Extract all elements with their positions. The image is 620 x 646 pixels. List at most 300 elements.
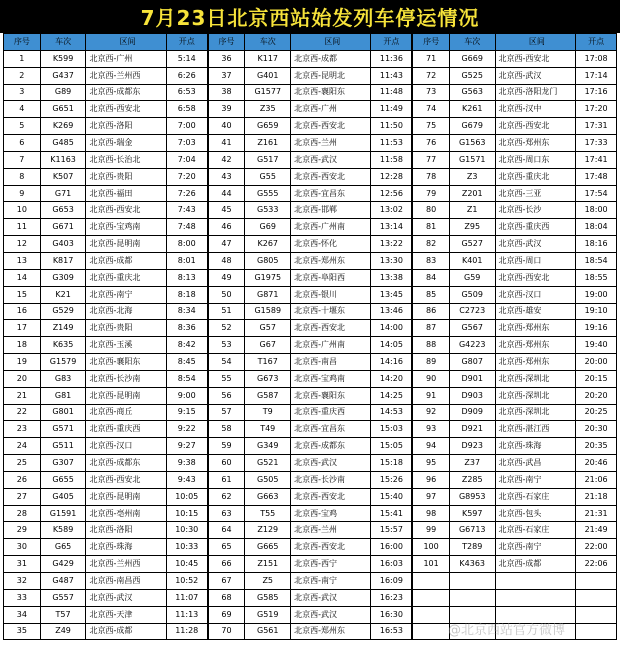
departure-time: 7:04: [166, 151, 207, 168]
departure-time: 11:13: [166, 606, 207, 623]
row-number: 33: [4, 589, 41, 606]
header-no: 序号: [208, 34, 245, 51]
train-number: G533: [245, 202, 291, 219]
train-number: K817: [40, 252, 86, 269]
row-number: 99: [413, 522, 450, 539]
table-row: [413, 84, 617, 101]
schedule-tables: [3, 33, 617, 640]
departure-time: 20:15: [576, 370, 617, 387]
route-section: 北京西-成都: [495, 556, 576, 573]
departure-time: 8:01: [166, 252, 207, 269]
route-section: 北京西-亳州南: [86, 505, 166, 522]
departure-time: 7:20: [166, 168, 207, 185]
departure-time: 11:28: [166, 623, 207, 640]
table-row: [413, 50, 617, 67]
route-section: 北京西-襄阳东: [291, 84, 371, 101]
route-section: 北京西-襄阳东: [291, 387, 371, 404]
departure-time: 22:06: [576, 556, 617, 573]
train-number: G567: [449, 320, 495, 337]
page-title: 7月23日北京西站始发列车停运情况: [140, 6, 480, 30]
table-row: [413, 118, 617, 135]
route-section: 北京西-郑州东: [291, 252, 371, 269]
departure-time: 11:48: [371, 84, 412, 101]
table-row: [413, 455, 617, 472]
row-number: 5: [4, 118, 41, 135]
row-number: 62: [208, 488, 245, 505]
route-section: 北京西-洛阳: [86, 118, 166, 135]
departure-time: 9:43: [166, 471, 207, 488]
route-section: 北京西-昆明南: [86, 387, 166, 404]
train-number: Z129: [245, 522, 291, 539]
train-number: K117: [245, 50, 291, 67]
row-number: 2: [4, 67, 41, 84]
table-row: [413, 488, 617, 505]
row-number: 88: [413, 337, 450, 354]
table-row: [413, 421, 617, 438]
route-section: 北京西-深圳北: [495, 404, 576, 421]
train-number: K597: [449, 505, 495, 522]
train-number: G673: [245, 370, 291, 387]
departure-time: 9:00: [166, 387, 207, 404]
train-number: T9: [245, 404, 291, 421]
row-number: 76: [413, 135, 450, 152]
departure-time: 15:18: [371, 455, 412, 472]
route-section: 北京西-郑州东: [495, 135, 576, 152]
train-number: G307: [40, 455, 86, 472]
row-number: 23: [4, 421, 41, 438]
table-row: [208, 370, 412, 387]
row-number: 12: [4, 236, 41, 253]
table-row: [4, 337, 208, 354]
departure-time: 16:03: [371, 556, 412, 573]
route-section: 北京西-西安北: [291, 168, 371, 185]
row-number: 13: [4, 252, 41, 269]
departure-time: 15:05: [371, 438, 412, 455]
route-section: 北京西-瑞金: [86, 135, 166, 152]
departure-time: 13:38: [371, 269, 412, 286]
table-row: [4, 50, 208, 67]
train-number: G525: [449, 67, 495, 84]
table-row: [4, 151, 208, 168]
header-train: 车次: [449, 34, 495, 51]
departure-time: 14:16: [371, 354, 412, 371]
departure-time: 15:03: [371, 421, 412, 438]
table-row: [413, 573, 617, 590]
departure-time: 18:16: [576, 236, 617, 253]
header-depart: 开点: [576, 34, 617, 51]
table-row: [208, 219, 412, 236]
train-number: G403: [40, 236, 86, 253]
row-number: 72: [413, 67, 450, 84]
train-number: Z285: [449, 471, 495, 488]
route-section: [495, 589, 576, 606]
train-number: G529: [40, 303, 86, 320]
train-number: G651: [40, 101, 86, 118]
route-section: 北京西-成都东: [291, 438, 371, 455]
departure-time: 19:40: [576, 337, 617, 354]
table-row: [208, 421, 412, 438]
route-section: 北京西-西安北: [291, 488, 371, 505]
departure-time: 21:06: [576, 471, 617, 488]
table-row: [413, 236, 617, 253]
route-section: 北京西-西安北: [86, 202, 166, 219]
table-row: [413, 151, 617, 168]
table-row: [208, 168, 412, 185]
schedule-table-block-2: [208, 33, 413, 640]
route-section: 北京西-阜阳西: [291, 269, 371, 286]
row-number: 63: [208, 505, 245, 522]
header-section: 区间: [495, 34, 576, 51]
departure-time: 17:31: [576, 118, 617, 135]
route-section: 北京西-成都东: [86, 84, 166, 101]
row-number: 44: [208, 185, 245, 202]
departure-time: 20:20: [576, 387, 617, 404]
departure-time: 13:45: [371, 286, 412, 303]
route-section: 北京西-雄安: [495, 303, 576, 320]
route-section: 北京西-南宁: [495, 539, 576, 556]
departure-time: 8:00: [166, 236, 207, 253]
row-number: 17: [4, 320, 41, 337]
row-number: 53: [208, 337, 245, 354]
row-number: 1: [4, 50, 41, 67]
departure-time: 17:54: [576, 185, 617, 202]
row-number: 20: [4, 370, 41, 387]
row-number: [413, 589, 450, 606]
route-section: 北京西-郑州东: [495, 337, 576, 354]
row-number: 6: [4, 135, 41, 152]
table-row: [413, 168, 617, 185]
table-row: [208, 303, 412, 320]
train-number: G1589: [245, 303, 291, 320]
row-number: 7: [4, 151, 41, 168]
row-number: 89: [413, 354, 450, 371]
table-row: [413, 303, 617, 320]
row-number: 82: [413, 236, 450, 253]
route-section: 北京西-福田: [86, 185, 166, 202]
table-row: [208, 252, 412, 269]
row-number: 41: [208, 135, 245, 152]
table-row: [208, 101, 412, 118]
route-section: 北京西-宜昌东: [291, 421, 371, 438]
departure-time: 6:58: [166, 101, 207, 118]
row-number: 71: [413, 50, 450, 67]
row-number: 11: [4, 219, 41, 236]
departure-time: 13:30: [371, 252, 412, 269]
route-section: 北京西-南昌: [291, 354, 371, 371]
route-section: 北京西-武汉: [291, 455, 371, 472]
departure-time: 17:08: [576, 50, 617, 67]
train-number: [449, 589, 495, 606]
train-number: G65: [40, 539, 86, 556]
departure-time: 22:00: [576, 539, 617, 556]
route-section: 北京西-南宁: [495, 471, 576, 488]
train-number: [449, 573, 495, 590]
route-section: 北京西-包头: [495, 505, 576, 522]
train-number: Z37: [449, 455, 495, 472]
route-section: 北京西-怀化: [291, 236, 371, 253]
row-number: 79: [413, 185, 450, 202]
train-number: D909: [449, 404, 495, 421]
train-number: G1571: [449, 151, 495, 168]
table-row: [4, 421, 208, 438]
row-number: 50: [208, 286, 245, 303]
departure-time: 9:38: [166, 455, 207, 472]
departure-time: 8:34: [166, 303, 207, 320]
row-number: 61: [208, 471, 245, 488]
train-number: G485: [40, 135, 86, 152]
departure-time: 19:00: [576, 286, 617, 303]
route-section: 北京西-武汉: [495, 236, 576, 253]
train-number: D923: [449, 438, 495, 455]
route-section: 北京西-兰州: [291, 135, 371, 152]
table-row: [4, 488, 208, 505]
train-number: G563: [449, 84, 495, 101]
route-section: 北京西-深圳北: [495, 387, 576, 404]
train-number: G505: [245, 471, 291, 488]
header-section: 区间: [291, 34, 371, 51]
row-number: 22: [4, 404, 41, 421]
departure-time: [576, 573, 617, 590]
train-number: G807: [449, 354, 495, 371]
table-row: [413, 269, 617, 286]
departure-time: [576, 589, 617, 606]
train-number: K589: [40, 522, 86, 539]
row-number: 31: [4, 556, 41, 573]
train-number: K21: [40, 286, 86, 303]
departure-time: 13:22: [371, 236, 412, 253]
train-number: Z161: [245, 135, 291, 152]
train-number: G1975: [245, 269, 291, 286]
departure-time: 13:14: [371, 219, 412, 236]
departure-time: 10:05: [166, 488, 207, 505]
header-no: 序号: [4, 34, 41, 51]
departure-time: 15:57: [371, 522, 412, 539]
table-row: [208, 151, 412, 168]
route-section: 北京西-汉口: [495, 286, 576, 303]
table-row: [208, 505, 412, 522]
departure-time: 16:23: [371, 589, 412, 606]
row-number: 39: [208, 101, 245, 118]
table-row: [4, 606, 208, 623]
departure-time: 18:55: [576, 269, 617, 286]
train-number: G55: [245, 168, 291, 185]
train-number: C2723: [449, 303, 495, 320]
row-number: 70: [208, 623, 245, 640]
route-section: 北京西-珠海: [495, 438, 576, 455]
row-number: 27: [4, 488, 41, 505]
departure-time: 16:30: [371, 606, 412, 623]
row-number: 19: [4, 354, 41, 371]
schedule-table-block-1: [3, 33, 208, 640]
row-number: 94: [413, 438, 450, 455]
table-row: [413, 556, 617, 573]
row-number: 85: [413, 286, 450, 303]
train-number: K635: [40, 337, 86, 354]
departure-time: 11:43: [371, 67, 412, 84]
row-number: 54: [208, 354, 245, 371]
table-row: [208, 539, 412, 556]
watermark: @北京西站官方微博: [448, 623, 566, 638]
train-number: G655: [40, 471, 86, 488]
header-row: [208, 34, 412, 51]
departure-time: 17:33: [576, 135, 617, 152]
table-row: [4, 354, 208, 371]
table-row: [208, 438, 412, 455]
route-section: 北京西-广州南: [291, 219, 371, 236]
route-section: 北京西-长沙南: [291, 471, 371, 488]
route-section: 北京西-重庆北: [495, 168, 576, 185]
table-row: [413, 539, 617, 556]
table-row: [413, 101, 617, 118]
route-section: 北京西-天津: [86, 606, 166, 623]
route-section: 北京西-贵阳: [86, 168, 166, 185]
train-number: G519: [245, 606, 291, 623]
table-row: [208, 337, 412, 354]
train-number: Z35: [245, 101, 291, 118]
route-section: 北京西-西安北: [495, 118, 576, 135]
header-depart: 开点: [166, 34, 207, 51]
route-section: 北京西-重庆西: [291, 404, 371, 421]
route-section: 北京西-洛阳: [86, 522, 166, 539]
table-row: [4, 438, 208, 455]
table-row: [4, 118, 208, 135]
route-section: 北京西-南昌西: [86, 573, 166, 590]
row-number: 83: [413, 252, 450, 269]
train-number: Z149: [40, 320, 86, 337]
departure-time: 17:14: [576, 67, 617, 84]
departure-time: 14:25: [371, 387, 412, 404]
train-number: G679: [449, 118, 495, 135]
train-number: K507: [40, 168, 86, 185]
row-number: 84: [413, 269, 450, 286]
departure-time: 16:00: [371, 539, 412, 556]
table-row: [208, 67, 412, 84]
row-number: 48: [208, 252, 245, 269]
schedule-table-block-3: [412, 33, 617, 640]
table-row: [4, 404, 208, 421]
train-number: Z49: [40, 623, 86, 640]
route-section: 北京西-兰州西: [86, 556, 166, 573]
table-row: [208, 471, 412, 488]
route-section: 北京西-玉溪: [86, 337, 166, 354]
route-section: 北京西-深圳北: [495, 370, 576, 387]
route-section: 北京西-长沙: [495, 202, 576, 219]
departure-time: 15:26: [371, 471, 412, 488]
row-number: 45: [208, 202, 245, 219]
departure-time: 20:46: [576, 455, 617, 472]
table-row: [208, 556, 412, 573]
departure-time: 8:54: [166, 370, 207, 387]
row-number: 60: [208, 455, 245, 472]
table-row: [413, 370, 617, 387]
table-row: [413, 320, 617, 337]
departure-time: 7:26: [166, 185, 207, 202]
row-number: 15: [4, 286, 41, 303]
header-row: [4, 34, 208, 51]
train-number: G309: [40, 269, 86, 286]
row-number: 10: [4, 202, 41, 219]
row-number: 14: [4, 269, 41, 286]
train-number: G349: [245, 438, 291, 455]
row-number: 80: [413, 202, 450, 219]
route-section: [495, 573, 576, 590]
train-number: G57: [245, 320, 291, 337]
train-number: Z3: [449, 168, 495, 185]
train-number: G509: [449, 286, 495, 303]
row-number: 74: [413, 101, 450, 118]
train-number: G511: [40, 438, 86, 455]
row-number: 66: [208, 556, 245, 573]
table-row: [4, 623, 208, 640]
route-section: 北京西-昆明北: [291, 67, 371, 84]
train-number: T289: [449, 539, 495, 556]
departure-time: 11:07: [166, 589, 207, 606]
train-number: Z151: [245, 556, 291, 573]
train-number: D921: [449, 421, 495, 438]
route-section: 北京西-武汉: [291, 151, 371, 168]
row-number: 28: [4, 505, 41, 522]
row-number: 75: [413, 118, 450, 135]
train-number: D901: [449, 370, 495, 387]
header-train: 车次: [245, 34, 291, 51]
departure-time: 15:40: [371, 488, 412, 505]
table-row: [413, 337, 617, 354]
table-row: [413, 404, 617, 421]
route-section: 北京西-商丘: [86, 404, 166, 421]
route-section: 北京西-郑州东: [291, 623, 371, 640]
table-row: [413, 286, 617, 303]
train-number: K269: [40, 118, 86, 135]
departure-time: 14:20: [371, 370, 412, 387]
table-row: [413, 438, 617, 455]
route-section: 北京西-南宁: [291, 573, 371, 590]
table-row: [208, 236, 412, 253]
row-number: 55: [208, 370, 245, 387]
departure-time: 19:16: [576, 320, 617, 337]
departure-time: 7:43: [166, 202, 207, 219]
route-section: 北京西-长沙南: [86, 370, 166, 387]
route-section: 北京西-贵阳: [86, 320, 166, 337]
train-number: K599: [40, 50, 86, 67]
train-number: Z1: [449, 202, 495, 219]
table-row: [208, 589, 412, 606]
row-number: 95: [413, 455, 450, 472]
route-section: 北京西-湛江西: [495, 421, 576, 438]
row-number: 30: [4, 539, 41, 556]
header-depart: 开点: [371, 34, 412, 51]
header-train: 车次: [40, 34, 86, 51]
row-number: 56: [208, 387, 245, 404]
departure-time: 8:13: [166, 269, 207, 286]
train-number: G1579: [40, 354, 86, 371]
train-number: G555: [245, 185, 291, 202]
train-number: T167: [245, 354, 291, 371]
row-number: 67: [208, 573, 245, 590]
train-number: G69: [245, 219, 291, 236]
route-section: 北京西-广州: [291, 101, 371, 118]
route-section: 北京西-武汉: [495, 67, 576, 84]
row-number: 36: [208, 50, 245, 67]
row-number: 100: [413, 539, 450, 556]
row-number: 35: [4, 623, 41, 640]
train-number: G6713: [449, 522, 495, 539]
row-number: 29: [4, 522, 41, 539]
row-number: [413, 606, 450, 623]
header-row: [413, 34, 617, 51]
table-row: [4, 573, 208, 590]
row-number: 38: [208, 84, 245, 101]
departure-time: 16:53: [371, 623, 412, 640]
